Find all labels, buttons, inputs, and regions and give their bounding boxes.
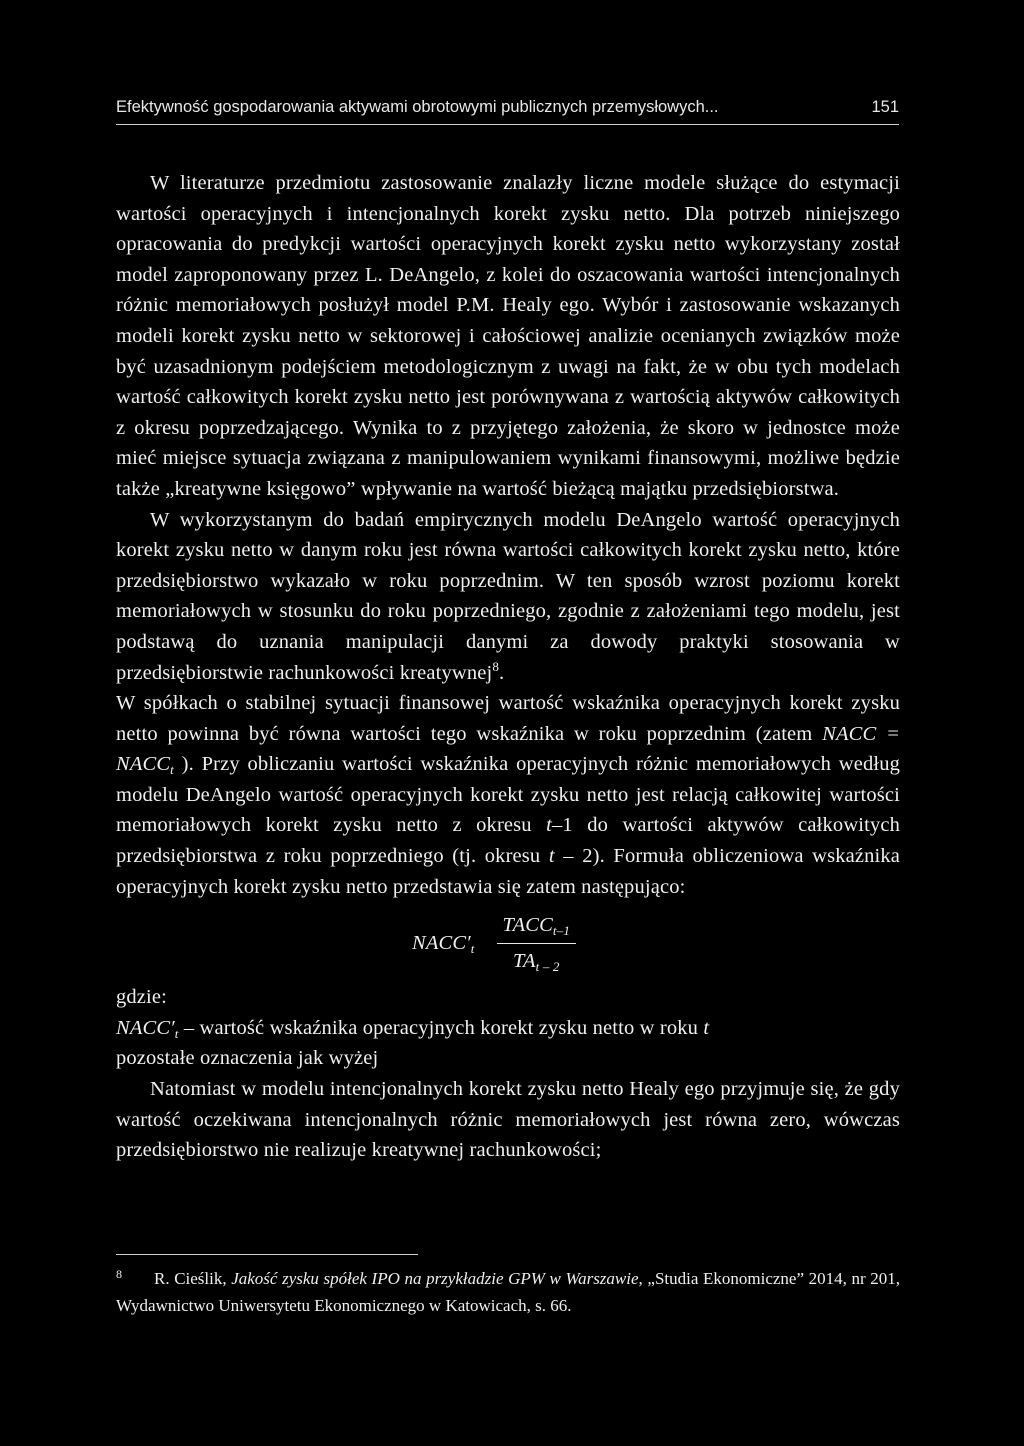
formula-denominator-sub: t – 2 bbox=[535, 958, 560, 974]
formula-numerator bbox=[497, 910, 576, 944]
formula-numerator-sub: t–1 bbox=[552, 923, 570, 939]
paragraph-2 bbox=[116, 505, 900, 689]
formula-denominator-symbol: TA bbox=[512, 949, 536, 972]
definition-symbol-sub: t bbox=[174, 1025, 179, 1041]
inline-formula-text: NACC = NACC bbox=[116, 722, 901, 776]
definition-symbol-text: NACC′ bbox=[116, 1016, 175, 1039]
period-t-2: t bbox=[548, 845, 555, 868]
formula-lhs-sub: t bbox=[470, 941, 475, 957]
definition-text: – wartość wskaźnika operacyjnych korekt zysku netto w roku bbox=[178, 1016, 704, 1039]
display-formula-block bbox=[116, 904, 900, 982]
header-rule bbox=[116, 124, 899, 125]
footnote-number bbox=[116, 1265, 154, 1292]
formula-lhs bbox=[412, 928, 475, 959]
paragraph-3 bbox=[116, 688, 900, 902]
formula-denominator bbox=[513, 944, 560, 977]
other-symbols-note: pozostałe oznaczenia jak wyżej bbox=[116, 1047, 379, 1070]
formula-numerator-symbol: TACC bbox=[502, 914, 553, 937]
display-formula bbox=[412, 910, 576, 976]
footnote-title: Jakość zysku spółek IPO na przykładzie GPW w Warszawie bbox=[231, 1269, 639, 1288]
body-text bbox=[116, 168, 900, 1166]
footnote-author: R. Cieślik, bbox=[154, 1269, 232, 1288]
footnote-number-text: 8 bbox=[116, 1267, 122, 1281]
inline-formula-sub: t bbox=[170, 762, 174, 778]
paragraph-3-text-a: W spółkach o stabilnej sytuacji finansowej wartość wskaźnika operacyjnych korekt zysku netto powinna być równa wartości tego wskaźnika w roku poprzednim (zatem bbox=[116, 692, 900, 745]
formula-fraction bbox=[497, 910, 576, 976]
paragraph-3-text-c: –1 do wartości aktywów całkowitych przedsiębiorstwa z roku poprzedniego (tj. okresu bbox=[116, 814, 901, 868]
page-number: 151 bbox=[871, 98, 899, 116]
definition-line bbox=[116, 1013, 900, 1044]
where-label: gdzie: bbox=[116, 986, 167, 1009]
paragraph-3-text-d: – 2). Formuła obliczeniowa wskaźnika operacyjnych korekt zysku netto przedstawia się zatem następująco: bbox=[116, 845, 900, 898]
running-header bbox=[116, 98, 899, 117]
definition-t: t bbox=[703, 1016, 710, 1039]
paragraph-2-text: W wykorzystanym do badań empirycznych modelu DeAngelo wartość operacyjnych korekt zysku netto w danym roku jest równa wartości całkowitych korekt zysku netto, które przedsiębiorstwo wykazało w roku poprzednim. W ten sposób wzrost poziomu korekt memoriałowych w stosunku do roku poprzedniego, zgodnie z założeniami tego modelu, jest podstawą do uznania manipulacji danymi za dowody praktyki stosowania w przedsiębiorstwie rachunkowości kreatywnej bbox=[116, 508, 900, 684]
paragraph-4: Natomiast w modelu intencjonalnych korekt zysku netto Healy ego przyjmuje się, że gdy wartość oczekiwana intencjonalnych różnic memoriałowych jest równa zero, wówczas przedsiębiorstwo nie realizuje kreatywnej rachunkowości; bbox=[116, 1078, 900, 1162]
footnote-rule bbox=[116, 1254, 418, 1255]
paragraph-2-end: . bbox=[498, 661, 505, 684]
period-t-1: t bbox=[546, 814, 552, 837]
running-title: Efektywność gospodarowania aktywami obrotowymi publicznych przemysłowych... bbox=[116, 98, 719, 116]
paragraph-3-text-b: ). Przy obliczaniu wartości wskaźnika operacyjnych różnic memoriałowych według modelu DeAngelo wartość operacyjnych korekt zysku netto jest relacją całkowitej wartości memoriałowych korekt zysku netto z okresu bbox=[116, 753, 900, 837]
footnote-ref[interactable]: 8 bbox=[492, 658, 499, 674]
footnote bbox=[116, 1265, 900, 1319]
definition-symbol bbox=[116, 1017, 179, 1039]
footnote-rest: , „Studia Ekonomiczne” 2014, nr 201, Wydawnictwo Uniwersytetu Ekonomicznego w Katowicach, s. 66. bbox=[116, 1269, 900, 1315]
formula-lhs-symbol: NACC′ bbox=[412, 932, 471, 955]
paragraph-1: W literaturze przedmiotu zastosowanie znalazły liczne modele służące do estymacji wartości operacyjnych i intencjonalnych korekt zysku netto. Dla potrzeb niniejszego opracowania do predykcji wartości operacyjnych korekt zysku netto wykorzystany został model zaproponowany przez L. DeAngelo, z kolei do oszacowania wartości intencjonalnych różnic memoriałowych posłużył model P.M. Healy ego. Wybór i zastosowanie wskazanych modeli korekt zysku netto w sektorowej i całościowej analizie ocenianych związków może być uzasadnionym podejściem metodologicznym z uwagi na fakt, że w obu tych modelach wartość całkowitych korekt zysku netto jest porównywana z wartością aktywów całkowitych z okresu poprzedzającego. Wynika to z przyjętego założenia, że skoro w jednostce może mieć miejsce sytuacja związana z manipulowaniem wynikami finansowymi, możliwe będzie także „kreatywne księgowo” wpływanie na wartość bieżącą majątku przedsiębiorstwa. bbox=[116, 172, 900, 500]
